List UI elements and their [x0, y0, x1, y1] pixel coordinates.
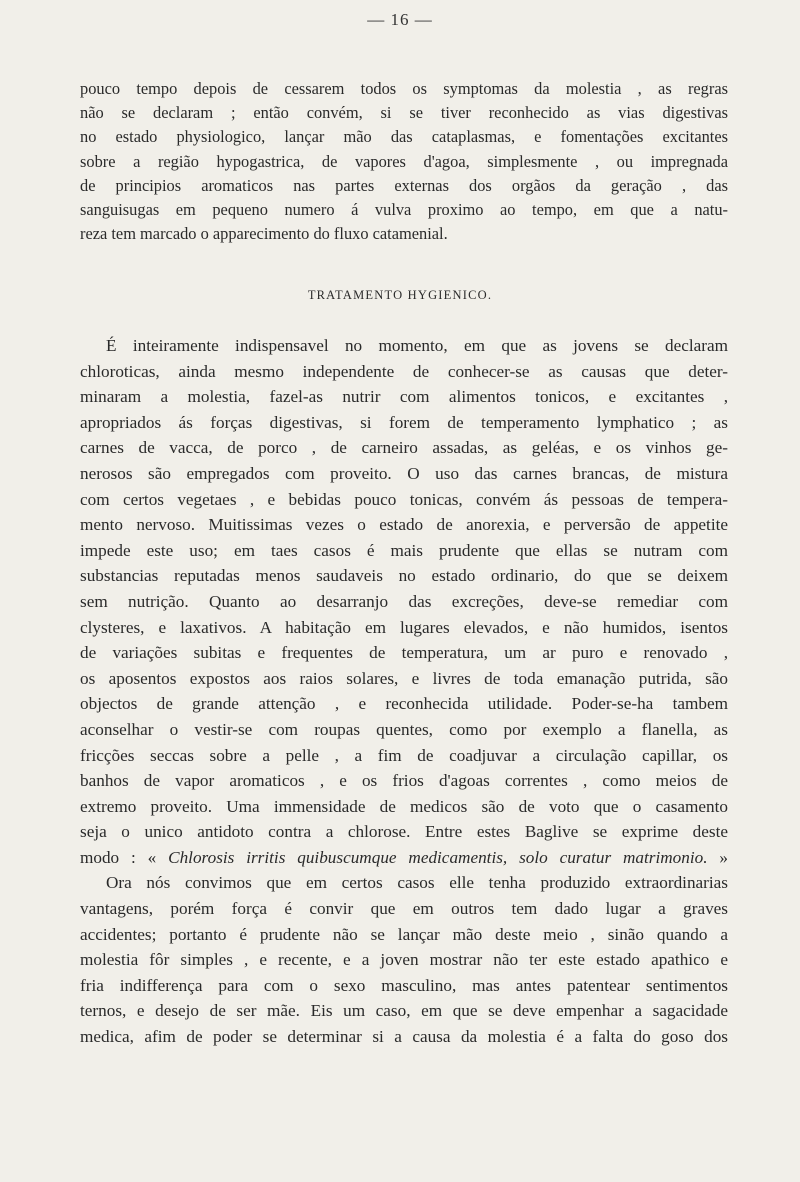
text-line: seja o unico antidoto contra a chlorose. Entre estes Baglive se exprime deste — [80, 822, 728, 842]
text-line: extremo proveito. Uma immensidade de medicos são de voto que o casamento — [80, 796, 728, 816]
quote-suffix: » — [707, 847, 728, 867]
section-heading: TRATAMENTO HYGIENICO. — [307, 288, 493, 302]
latin-quote-line — [80, 845, 728, 871]
text-line: banhos de vapor aromaticos , e os frios d'agoas correntes , como meios de — [80, 771, 728, 791]
text-line: reza tem marcado o apparecimento do fluxo catamenial. — [80, 224, 448, 244]
text-line: molestia fôr simples , e recente, e a joven mostrar não ter este estado apathico e — [80, 950, 728, 970]
text-line: clysteres, e laxativos. A habitação em lugares elevados, e não humidos, isentos — [80, 617, 728, 637]
text-line: aconselhar o vestir-se com roupas quentes, como por exemplo a flanella, as — [80, 719, 728, 739]
paragraph-2 — [80, 333, 728, 1050]
text-line: vantagens, porém força é convir que em outros tem dado lugar a graves — [80, 899, 728, 919]
text-line: pouco tempo depois de cessarem todos os symptomas da molestia , as regras — [80, 79, 728, 98]
text-line: impede este uso; em taes casos é mais prudente que ellas se nutram com — [80, 540, 728, 560]
text-line: fria indifferença para com o sexo masculino, mas antes patentear sentimentos — [80, 975, 728, 995]
text-line: ternos, e desejo de ser mãe. Eis um caso, em que se deve empenhar a sagacidade — [80, 1001, 728, 1021]
text-line: com certos vegetaes , e bebidas pouco tonicas, convém ás pessoas de tempera- — [80, 489, 728, 509]
text-line: os aposentos expostos aos raios solares, e livres de toda emanação putrida, são — [80, 668, 728, 688]
text-line: fricções seccas sobre a pelle , a fim de coadjuvar a circulação capillar, os — [80, 745, 728, 765]
text-line: sanguisugas em pequeno numero á vulva proximo ao tempo, em que a natu- — [80, 199, 728, 219]
text-line: objectos de grande attenção , e reconhecida utilidade. Poder-se-ha tambem — [80, 694, 728, 714]
text-line: de variações subitas e frequentes de temperatura, um ar puro e renovado , — [80, 643, 728, 663]
text-line: nerosos são empregados com proveito. O uso das carnes brancas, de mistura — [80, 463, 728, 483]
text-line: Ora nós convimos que em certos casos elle tenha produzido extraordinarias — [106, 873, 728, 893]
text-line: chloroticas, ainda mesmo independente de conhecer-se as causas que deter- — [80, 361, 728, 381]
text-line: sem nutrição. Quanto ao desarranjo das excreções, deve-se remediar com — [80, 591, 728, 611]
text-line: minaram a molestia, fazel-as nutrir com alimentos tonicos, e excitantes , — [80, 387, 728, 407]
latin-quote: Chlorosis irritis quibuscumque medicamentis, solo curatur matrimonio. — [168, 847, 708, 867]
text-line: apropriados ás forças digestivas, si forem de temperamento lymphatico ; as — [80, 412, 728, 432]
quote-prefix: modo : « — [80, 847, 169, 867]
text-line: substancias reputadas menos saudaveis no estado ordinario, do que se deixem — [80, 566, 728, 586]
text-line: não se declaram ; então convém, si se tiver reconhecido as vias digestivas — [80, 103, 728, 123]
text-line: mento nervoso. Muitissimas vezes o estado de anorexia, e perversão de appetite — [80, 515, 728, 535]
text-line: de principios aromaticos nas partes externas dos orgãos da geração , das — [80, 175, 728, 195]
text-line: É inteiramente indispensavel no momento, em que as jovens se declaram — [106, 336, 728, 355]
text-line: no estado physiologico, lançar mão das cataplasmas, e fomentações excitantes — [80, 127, 728, 147]
paragraph-1 — [80, 77, 728, 246]
page-number: — 16 — — [367, 10, 433, 29]
text-line: medica, afim de poder se determinar si a causa da molestia é a falta do goso dos — [80, 1027, 728, 1047]
text-line: accidentes; portanto é prudente não se lançar mão deste meio , sinão quando a — [80, 924, 728, 944]
text-line: carnes de vacca, de porco , de carneiro assadas, as geléas, e os vinhos ge- — [80, 438, 728, 458]
text-line: sobre a região hypogastrica, de vapores d'agoa, simplesmente , ou impregnada — [80, 151, 728, 171]
